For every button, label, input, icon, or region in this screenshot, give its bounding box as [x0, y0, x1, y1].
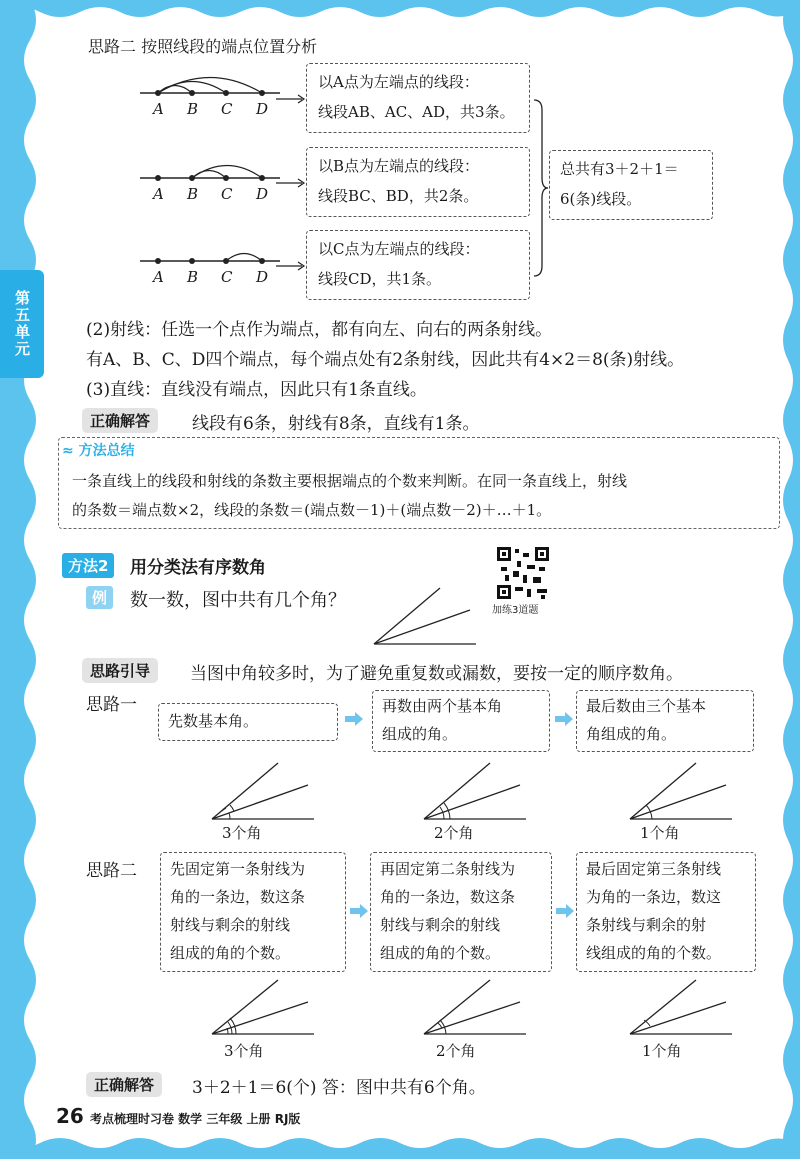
- angle-figure: [626, 755, 736, 825]
- right-arrow-icon: [556, 904, 576, 918]
- summary-title: 方法总结: [78, 443, 135, 459]
- point-label-a: A: [153, 268, 164, 286]
- idea2-box-text: 角的一条边，数这条: [380, 888, 516, 906]
- idea2-box-text: 射线与剩余的射线: [380, 916, 501, 934]
- point-label-b: B: [187, 100, 199, 118]
- idea1-label: 思路一: [86, 695, 137, 715]
- summary-text: 一条直线上的线段和射线的条数主要根据端点的个数来判断。在同一条直线上，射线: [72, 472, 628, 490]
- right-arrow-icon: [350, 904, 370, 918]
- ray-text: 有A、B、C、D四个端点，每个端点处有2条射线，因此共有4×2＝8(条)射线。: [86, 350, 685, 370]
- angle-caption: 3个角: [222, 824, 262, 842]
- total-line: 总共有3＋2＋1＝: [560, 160, 679, 178]
- idea1-box-text: 最后数由三个基本: [586, 697, 707, 715]
- box-line: 线段CD，共1条。: [318, 270, 442, 288]
- idea1-box-text: 再数由两个基本角: [382, 697, 503, 715]
- brace-icon: [532, 98, 548, 278]
- point-label-d: D: [256, 268, 269, 286]
- idea2-box-text: 条射线与剩余的射: [586, 916, 707, 934]
- box-line: 线段AB、AC、AD，共3条。: [318, 103, 515, 121]
- idea2-box-text: 射线与剩余的射线: [170, 916, 291, 934]
- box-line: 以A点为左端点的线段：: [318, 73, 479, 91]
- angle-figure: [370, 580, 480, 650]
- point-label-d: D: [256, 100, 269, 118]
- guide-text: 当图中角较多时，为了避免重复数或漏数，要按一定的顺序数角。: [190, 664, 683, 684]
- left-wave-border: [0, 0, 42, 1159]
- summary-text: 的条数＝端点数×2，线段的条数＝(端点数－1)＋(端点数－2)＋…＋1。: [72, 501, 552, 519]
- idea2-box-text: 角的一条边，数这条: [170, 888, 306, 906]
- summary-wave-icon: ≈: [62, 443, 74, 459]
- angle-caption: 1个角: [640, 824, 680, 842]
- point-label-b: B: [187, 185, 199, 203]
- idea2-box-text: 组成的角的个数。: [380, 944, 501, 962]
- footer-text: 考点梳理时习卷 数学 三年级 上册 RJ版: [90, 1112, 301, 1126]
- idea2-label: 思路二: [86, 861, 137, 881]
- idea2-box-text: 先固定第一条射线为: [170, 860, 306, 878]
- correct-answer-text: 3＋2＋1＝6(个) 答：图中共有6个角。: [192, 1078, 486, 1098]
- section-heading: 思路二 按照线段的端点位置分析: [88, 37, 318, 56]
- correct-answer-text: 线段有6条，射线有8条，直线有1条。: [192, 414, 480, 434]
- page-number: 26: [56, 1104, 84, 1128]
- right-arrow-icon: [555, 712, 575, 726]
- line-text: (3)直线：直线没有端点，因此只有1条直线。: [86, 380, 427, 400]
- ray-text: (2)射线：任选一个点作为端点，都有向左、向右的两条射线。: [86, 320, 553, 340]
- angle-caption: 2个角: [436, 1042, 476, 1060]
- box-line: 线段BC、BD，共2条。: [318, 187, 479, 205]
- angle-caption: 3个角: [224, 1042, 264, 1060]
- angle-figure: [420, 755, 530, 825]
- guide-label: 思路引导: [82, 658, 158, 683]
- top-wave-border: [0, 0, 800, 22]
- angle-figure: [208, 755, 318, 825]
- right-arrow-icon: [345, 712, 365, 726]
- point-label-a: A: [153, 185, 164, 203]
- arrow-icon: [276, 178, 306, 188]
- point-label-b: B: [187, 268, 199, 286]
- idea2-box-text: 为角的一条边，数这: [586, 888, 722, 906]
- point-label-c: C: [221, 268, 233, 286]
- angle-figure: [420, 976, 530, 1040]
- angle-figure: [626, 976, 736, 1040]
- right-wave-border: [778, 0, 800, 1159]
- angle-figure: [208, 976, 318, 1040]
- idea2-box-text: 再固定第二条射线为: [380, 860, 516, 878]
- idea1-box-text: 先数基本角。: [168, 712, 259, 730]
- qr-code-icon: [497, 547, 549, 599]
- box-line: 以C点为左端点的线段：: [318, 240, 480, 258]
- point-label-d: D: [256, 185, 269, 203]
- example-question: 数一数，图中共有几个角？: [130, 590, 346, 611]
- correct-answer-label: 正确解答: [86, 1072, 162, 1097]
- point-label-a: A: [153, 100, 164, 118]
- method-badge: 方法2: [62, 553, 114, 578]
- idea1-box-text: 组成的角。: [382, 725, 458, 743]
- angle-caption: 1个角: [642, 1042, 682, 1060]
- point-label-c: C: [221, 185, 233, 203]
- arrow-icon: [276, 94, 306, 104]
- idea2-box-text: 最后固定第三条射线: [586, 860, 722, 878]
- idea2-box-text: 线组成的角的个数。: [586, 944, 722, 962]
- correct-answer-label: 正确解答: [82, 408, 158, 433]
- arrow-icon: [276, 261, 306, 271]
- qr-caption: 加练3道题: [492, 605, 539, 616]
- total-line: 6(条)线段。: [560, 190, 642, 208]
- example-badge: 例: [86, 586, 113, 609]
- unit-side-tab: 第五单元: [0, 270, 44, 378]
- bottom-wave-border: [0, 1133, 800, 1159]
- box-line: 以B点为左端点的线段：: [318, 157, 480, 175]
- method-title: 用分类法有序数角: [130, 558, 266, 578]
- angle-caption: 2个角: [434, 824, 474, 842]
- point-label-c: C: [221, 100, 233, 118]
- idea2-box-text: 组成的角的个数。: [170, 944, 291, 962]
- idea1-box-text: 角组成的角。: [586, 725, 677, 743]
